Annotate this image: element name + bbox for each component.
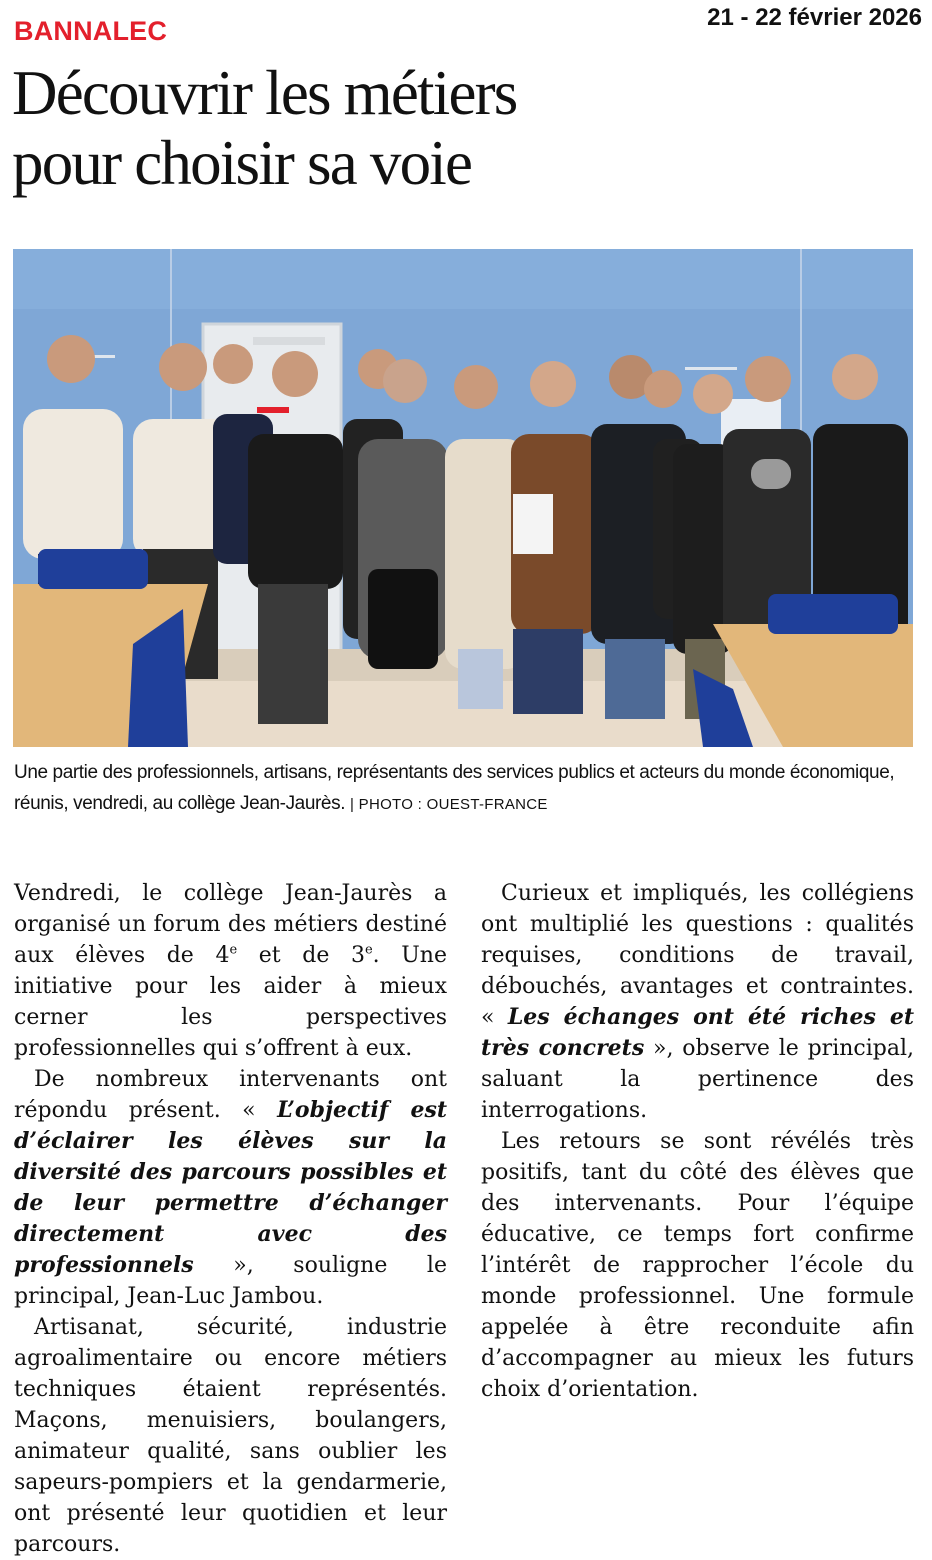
publication-date: 21 - 22 février 2026 (707, 4, 922, 31)
paragraph-5: Les retours se sont révélés très positifs, tant du côté des élèves que des intervenants. Pour l’équipe éducative, ce temps fort confirme l’intérêt de rapprocher l’école du monde professionnel. Une formule appelée à être reconduite afin d’accompagner au mieux les futurs choix d’orientation. (481, 1129, 914, 1402)
paragraph-4: Curieux et impliqués, les collégiens ont multiplié les questions : qualités requises, conditions de travail, débouchés, avantages et contraintes. « Les échanges ont été riches et très concrets », observe le principal, saluant la pertinence des interrogations. (481, 881, 915, 1123)
paragraph-2: De nombreux intervenants ont répondu présent. « L’objectif est d’éclairer les élèves sur la diversité des parcours possibles et de leur permettre d’échanger directement avec des professionnels », souligne le principal, Jean-Luc Jambou. (14, 1067, 448, 1309)
paragraph-3: Artisanat, sécurité, industrie agroalimentaire ou encore métiers techniques étaient représentés. Maçons, menuisiers, boulangers, animateur qualité, sans oublier les sapeurs-pompiers et la gendarmerie, ont présenté leur quotidien et leur parcours. (14, 1315, 447, 1557)
pull-quote: Les échanges ont été riches et très concrets (481, 1004, 915, 1061)
photo-credit: | PHOTO : OUEST-FRANCE (349, 796, 548, 813)
article-photo (13, 249, 913, 747)
column-1 (14, 878, 447, 1560)
headline-line-1: Découvrir les métiers (12, 58, 517, 128)
headline (12, 58, 892, 198)
pull-quote: L’objectif est d’éclairer les élèves sur la diversité des parcours possibles et de leur permettre d’échanger directement avec des professionnels (14, 1097, 448, 1278)
group-photo-illustration (13, 249, 913, 747)
headline-line-2: pour choisir sa voie (12, 128, 472, 198)
caption-text: Une partie des professionnels, artisans, représentants des services publics et acteurs du monde économique, réunis, vendredi, au collège Jean-Jaurès. (14, 762, 895, 814)
door-sign (257, 407, 289, 413)
chair (768, 594, 898, 634)
article-body (14, 878, 914, 1560)
section-kicker: BANNALEC (14, 16, 168, 46)
chair (38, 549, 148, 589)
paragraph-1: Vendredi, le collège Jean-Jaurès a organisé un forum des métiers destiné aux élèves de 4e et de 3e. Une initiative pour les aider à mieux cerner les perspectives professionnelles qui s’offrent à eux. (14, 881, 447, 1061)
photo-caption (14, 757, 914, 820)
column-2 (481, 878, 914, 1560)
